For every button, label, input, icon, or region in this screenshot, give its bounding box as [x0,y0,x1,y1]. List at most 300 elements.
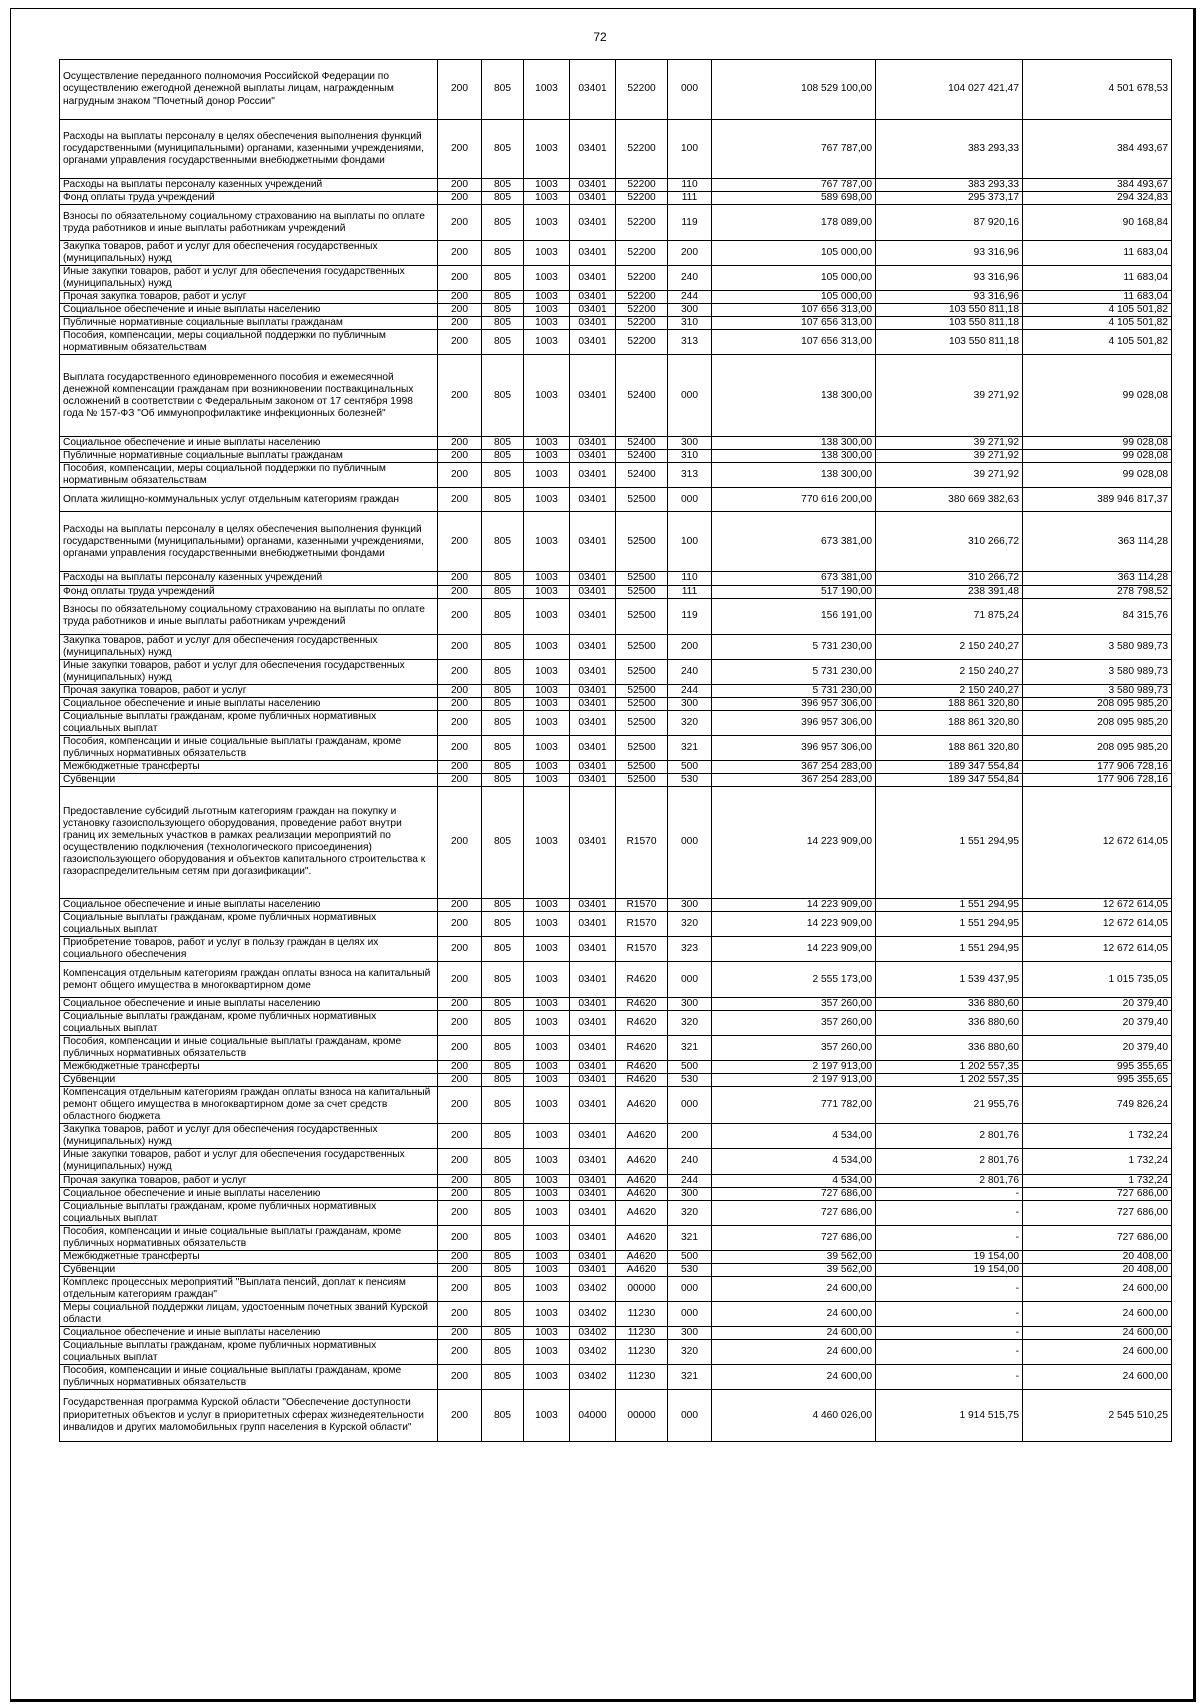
code-vr: 300 [668,898,712,911]
code-vr: 321 [668,1036,712,1061]
row-name: Выплата государственного единовременного пособия и ежемесячной денежной компенсации гражданам при возникновении поствакцинальных осложнений в соответствии с Федеральным законом от 17 сентября 1998 года № 157-ФЗ "Об иммунопрофилактике инфекционных болезней" [60,355,438,437]
page-number: 72 [593,30,607,44]
row-name: Осуществление переданного полномочия Российской Федерации по осуществлению ежегодной денежной выплаты лицам, награжденным нагрудным знаком "Почетный донор России" [60,60,438,120]
code-program: 03401 [570,317,616,330]
executed-value: 238 391,48 [876,585,1023,598]
row-name: Иные закупки товаров, работ и услуг для обеспечения государственных (муниципальных) нужд [60,266,438,291]
row-name: Социальные выплаты гражданам, кроме публичных нормативных социальных выплат [60,911,438,936]
remainder-value: 727 686,00 [1023,1200,1172,1225]
code-razdel: 1003 [524,1011,570,1036]
code-direction: 52500 [616,572,668,585]
code-direction: 52500 [616,598,668,634]
table-row [60,317,1172,330]
code-vr: 530 [668,1074,712,1087]
code-razdel: 1003 [524,634,570,659]
code-direction: А4620 [616,1149,668,1174]
row-name: Социальные выплаты гражданам, кроме публичных нормативных социальных выплат [60,710,438,735]
table-row [60,1124,1172,1149]
remainder-value: 1 015 735,05 [1023,962,1172,998]
code-ved: 805 [482,291,524,304]
code-razdel: 1003 [524,572,570,585]
table-row [60,786,1172,898]
row-name: Пособия, компенсации, меры социальной поддержки по публичным нормативным обязательствам [60,330,438,355]
remainder-value: 1 732,24 [1023,1149,1172,1174]
code-gr: 200 [438,1074,482,1087]
code-ved: 805 [482,962,524,998]
table-row [60,1339,1172,1364]
row-name: Компенсация отдельным категориям граждан оплаты взноса на капитальный ремонт общего имущества в многоквартирном доме за счет средств областного бюджета [60,1087,438,1124]
code-vr: 300 [668,1326,712,1339]
executed-value: 104 027 421,47 [876,60,1023,120]
remainder-value: 208 095 985,20 [1023,735,1172,760]
table-row [60,330,1172,355]
remainder-value: 20 379,40 [1023,1011,1172,1036]
code-direction: 52500 [616,488,668,512]
code-vr: 000 [668,355,712,437]
executed-value: - [876,1301,1023,1326]
code-ved: 805 [482,192,524,205]
plan-value: 156 191,00 [712,598,876,634]
code-vr: 310 [668,317,712,330]
row-name: Иные закупки товаров, работ и услуг для обеспечения государственных (муниципальных) нужд [60,1149,438,1174]
table-row [60,998,1172,1011]
code-gr: 200 [438,512,482,572]
code-direction: R4620 [616,1061,668,1074]
table-row [60,192,1172,205]
code-vr: 110 [668,179,712,192]
code-razdel: 1003 [524,488,570,512]
code-direction: А4620 [616,1087,668,1124]
code-program: 03402 [570,1364,616,1389]
code-direction: 52200 [616,266,668,291]
code-vr: 320 [668,1011,712,1036]
executed-value: 39 271,92 [876,437,1023,450]
code-program: 03401 [570,1187,616,1200]
code-vr: 000 [668,60,712,120]
code-program: 03401 [570,735,616,760]
plan-value: 138 300,00 [712,437,876,450]
plan-value: 107 656 313,00 [712,304,876,317]
code-direction: 52400 [616,463,668,488]
executed-value: - [876,1200,1023,1225]
code-gr: 200 [438,572,482,585]
code-razdel: 1003 [524,266,570,291]
executed-value: 21 955,76 [876,1087,1023,1124]
code-program: 03401 [570,684,616,697]
executed-value: 336 880,60 [876,1011,1023,1036]
code-razdel: 1003 [524,659,570,684]
row-name: Расходы на выплаты персоналу казенных учреждений [60,572,438,585]
code-gr: 200 [438,205,482,241]
code-direction: R4620 [616,962,668,998]
code-program: 03401 [570,1149,616,1174]
row-name: Закупка товаров, работ и услуг для обеспечения государственных (муниципальных) нужд [60,241,438,266]
table-row [60,1187,1172,1200]
executed-value: - [876,1326,1023,1339]
remainder-value: 727 686,00 [1023,1225,1172,1250]
executed-value: 71 875,24 [876,598,1023,634]
code-gr: 200 [438,1263,482,1276]
table-row [60,291,1172,304]
code-gr: 200 [438,1149,482,1174]
code-ved: 805 [482,205,524,241]
code-vr: 530 [668,773,712,786]
code-gr: 200 [438,684,482,697]
row-name: Социальные выплаты гражданам, кроме публичных нормативных социальных выплат [60,1200,438,1225]
code-program: 03402 [570,1301,616,1326]
code-gr: 200 [438,1174,482,1187]
plan-value: 14 223 909,00 [712,898,876,911]
code-gr: 200 [438,1326,482,1339]
code-gr: 200 [438,598,482,634]
code-program: 03401 [570,512,616,572]
remainder-value: 20 408,00 [1023,1263,1172,1276]
plan-value: 24 600,00 [712,1276,876,1301]
code-ved: 805 [482,1200,524,1225]
code-ved: 805 [482,1074,524,1087]
code-razdel: 1003 [524,1124,570,1149]
code-direction: 11230 [616,1301,668,1326]
code-razdel: 1003 [524,1061,570,1074]
executed-value: 1 202 557,35 [876,1074,1023,1087]
remainder-value: 1 732,24 [1023,1174,1172,1187]
code-vr: 111 [668,585,712,598]
code-razdel: 1003 [524,1250,570,1263]
code-gr: 200 [438,773,482,786]
code-ved: 805 [482,697,524,710]
table-row [60,437,1172,450]
code-direction: 52200 [616,330,668,355]
code-gr: 200 [438,1339,482,1364]
code-ved: 805 [482,937,524,962]
code-direction: 52400 [616,355,668,437]
remainder-value: 20 379,40 [1023,1036,1172,1061]
code-vr: 320 [668,710,712,735]
row-name: Субвенции [60,1074,438,1087]
code-ved: 805 [482,1276,524,1301]
executed-value: 2 801,76 [876,1149,1023,1174]
code-gr: 200 [438,898,482,911]
code-ved: 805 [482,355,524,437]
code-gr: 200 [438,659,482,684]
code-ved: 805 [482,634,524,659]
row-name: Субвенции [60,773,438,786]
code-direction: А4620 [616,1124,668,1149]
plan-value: 2 555 173,00 [712,962,876,998]
code-gr: 200 [438,60,482,120]
code-vr: 321 [668,1364,712,1389]
executed-value: 1 551 294,95 [876,898,1023,911]
code-gr: 200 [438,1011,482,1036]
code-razdel: 1003 [524,120,570,179]
plan-value: 5 731 230,00 [712,634,876,659]
code-vr: 244 [668,291,712,304]
remainder-value: 11 683,04 [1023,241,1172,266]
table-row [60,1276,1172,1301]
remainder-value: 12 672 614,05 [1023,911,1172,936]
code-razdel: 1003 [524,1364,570,1389]
code-gr: 200 [438,1061,482,1074]
row-name: Социальное обеспечение и иные выплаты населению [60,437,438,450]
code-razdel: 1003 [524,304,570,317]
code-vr: 300 [668,304,712,317]
remainder-value: 4 501 678,53 [1023,60,1172,120]
code-vr: 000 [668,1087,712,1124]
code-ved: 805 [482,1263,524,1276]
code-ved: 805 [482,120,524,179]
code-ved: 805 [482,488,524,512]
code-program: 04000 [570,1390,616,1442]
code-vr: 321 [668,1225,712,1250]
row-name: Социальное обеспечение и иные выплаты населению [60,1187,438,1200]
table-row [60,760,1172,773]
code-gr: 200 [438,488,482,512]
code-ved: 805 [482,911,524,936]
executed-value: 383 293,33 [876,120,1023,179]
code-vr: 119 [668,598,712,634]
code-ved: 805 [482,512,524,572]
table-row [60,355,1172,437]
code-direction: 11230 [616,1364,668,1389]
code-ved: 805 [482,1187,524,1200]
row-name: Пособия, компенсации и иные социальные выплаты гражданам, кроме публичных нормативных обязательств [60,1225,438,1250]
code-program: 03401 [570,1225,616,1250]
code-razdel: 1003 [524,463,570,488]
code-direction: 52400 [616,437,668,450]
code-gr: 200 [438,1225,482,1250]
code-program: 03401 [570,437,616,450]
code-vr: 000 [668,786,712,898]
code-razdel: 1003 [524,1187,570,1200]
row-name: Государственная программа Курской области "Обеспечение доступности приоритетных объектов и услуг в приоритетных сферах жизнедеятельности инвалидов и других маломобильных групп населения в Курской области" [60,1390,438,1442]
plan-value: 108 529 100,00 [712,60,876,120]
code-gr: 200 [438,1187,482,1200]
remainder-value: 294 324,83 [1023,192,1172,205]
code-direction: R1570 [616,898,668,911]
code-program: 03401 [570,205,616,241]
code-razdel: 1003 [524,1074,570,1087]
code-vr: 100 [668,512,712,572]
code-program: 03401 [570,634,616,659]
code-program: 03401 [570,1124,616,1149]
code-program: 03401 [570,330,616,355]
remainder-value: 177 906 728,16 [1023,773,1172,786]
code-direction: 52200 [616,60,668,120]
plan-value: 14 223 909,00 [712,911,876,936]
code-program: 03401 [570,120,616,179]
table-row [60,1263,1172,1276]
code-gr: 200 [438,317,482,330]
code-direction: R4620 [616,998,668,1011]
remainder-value: 3 580 989,73 [1023,659,1172,684]
row-name: Иные закупки товаров, работ и услуг для обеспечения государственных (муниципальных) нужд [60,659,438,684]
code-vr: 240 [668,266,712,291]
row-name: Межбюджетные трансферты [60,1061,438,1074]
plan-value: 14 223 909,00 [712,937,876,962]
table-row [60,937,1172,962]
code-direction: 00000 [616,1276,668,1301]
executed-value: 93 316,96 [876,241,1023,266]
row-name: Социальное обеспечение и иные выплаты населению [60,304,438,317]
table-row [60,1200,1172,1225]
table-row [60,911,1172,936]
plan-value: 367 254 283,00 [712,760,876,773]
code-ved: 805 [482,760,524,773]
code-program: 03402 [570,1276,616,1301]
executed-value: 188 861 320,80 [876,710,1023,735]
code-ved: 805 [482,437,524,450]
code-ved: 805 [482,1301,524,1326]
table-row [60,266,1172,291]
code-program: 03401 [570,998,616,1011]
code-direction: А4620 [616,1263,668,1276]
code-vr: 000 [668,1276,712,1301]
code-gr: 200 [438,463,482,488]
code-razdel: 1003 [524,291,570,304]
remainder-value: 749 826,24 [1023,1087,1172,1124]
code-razdel: 1003 [524,937,570,962]
code-vr: 500 [668,1250,712,1263]
code-ved: 805 [482,659,524,684]
executed-value: 383 293,33 [876,179,1023,192]
code-gr: 200 [438,911,482,936]
plan-value: 107 656 313,00 [712,317,876,330]
code-vr: 500 [668,1061,712,1074]
code-program: 03401 [570,450,616,463]
code-program: 03401 [570,266,616,291]
table-row [60,572,1172,585]
table-row [60,60,1172,120]
code-ved: 805 [482,1250,524,1263]
executed-value: 310 266,72 [876,512,1023,572]
code-program: 03401 [570,773,616,786]
executed-value: 1 202 557,35 [876,1061,1023,1074]
row-name: Закупка товаров, работ и услуг для обеспечения государственных (муниципальных) нужд [60,1124,438,1149]
row-name: Публичные нормативные социальные выплаты гражданам [60,450,438,463]
code-gr: 200 [438,585,482,598]
plan-value: 14 223 909,00 [712,786,876,898]
remainder-value: 278 798,52 [1023,585,1172,598]
remainder-value: 20 379,40 [1023,998,1172,1011]
executed-value: - [876,1364,1023,1389]
row-name: Оплата жилищно-коммунальных услуг отдельным категориям граждан [60,488,438,512]
code-gr: 200 [438,1364,482,1389]
code-gr: 200 [438,634,482,659]
code-program: 03401 [570,1087,616,1124]
code-razdel: 1003 [524,355,570,437]
code-program: 03401 [570,1174,616,1187]
code-vr: 000 [668,1301,712,1326]
code-razdel: 1003 [524,1225,570,1250]
code-ved: 805 [482,179,524,192]
table-row [60,697,1172,710]
code-razdel: 1003 [524,684,570,697]
row-name: Расходы на выплаты персоналу в целях обеспечения выполнения функций государственными (муниципальными) органами, казенными учреждениями, органами управления государственными внебюджетными фондами [60,512,438,572]
code-direction: R4620 [616,1036,668,1061]
code-program: 03401 [570,1200,616,1225]
row-name: Прочая закупка товаров, работ и услуг [60,684,438,697]
plan-value: 5 731 230,00 [712,659,876,684]
code-direction: А4620 [616,1225,668,1250]
plan-value: 357 260,00 [712,1011,876,1036]
code-vr: 300 [668,437,712,450]
remainder-value: 12 672 614,05 [1023,898,1172,911]
code-program: 03401 [570,659,616,684]
code-vr: 119 [668,205,712,241]
code-direction: 52200 [616,241,668,266]
remainder-value: 99 028,08 [1023,437,1172,450]
code-razdel: 1003 [524,512,570,572]
code-vr: 530 [668,1263,712,1276]
plan-value: 771 782,00 [712,1087,876,1124]
code-program: 03401 [570,572,616,585]
executed-value: 189 347 554,84 [876,760,1023,773]
plan-value: 105 000,00 [712,241,876,266]
plan-value: 4 534,00 [712,1149,876,1174]
code-ved: 805 [482,450,524,463]
code-direction: 52200 [616,120,668,179]
table-row [60,1174,1172,1187]
executed-value: 1 551 294,95 [876,937,1023,962]
code-gr: 200 [438,355,482,437]
remainder-value: 384 493,67 [1023,120,1172,179]
code-ved: 805 [482,585,524,598]
executed-value: - [876,1339,1023,1364]
code-vr: 500 [668,760,712,773]
code-direction: 52500 [616,512,668,572]
code-ved: 805 [482,735,524,760]
remainder-value: 24 600,00 [1023,1276,1172,1301]
budget-table [59,59,1172,1442]
executed-value: 103 550 811,18 [876,304,1023,317]
code-ved: 805 [482,1061,524,1074]
code-ved: 805 [482,304,524,317]
code-razdel: 1003 [524,1276,570,1301]
row-name: Прочая закупка товаров, работ и услуг [60,291,438,304]
executed-value: 1 551 294,95 [876,786,1023,898]
row-name: Меры социальной поддержки лицам, удостоенным почетных званий Курской области [60,1301,438,1326]
code-gr: 200 [438,998,482,1011]
table-row [60,1074,1172,1087]
code-ved: 805 [482,786,524,898]
code-program: 03401 [570,598,616,634]
code-gr: 200 [438,1087,482,1124]
code-gr: 200 [438,760,482,773]
executed-value: 2 801,76 [876,1124,1023,1149]
remainder-value: 11 683,04 [1023,291,1172,304]
table-row [60,585,1172,598]
code-vr: 200 [668,241,712,266]
table-row [60,1225,1172,1250]
row-name: Межбюджетные трансферты [60,760,438,773]
code-vr: 240 [668,659,712,684]
plan-value: 24 600,00 [712,1364,876,1389]
remainder-value: 4 105 501,82 [1023,317,1172,330]
code-program: 03401 [570,355,616,437]
code-razdel: 1003 [524,598,570,634]
code-razdel: 1003 [524,1301,570,1326]
table-row [60,598,1172,634]
code-ved: 805 [482,1149,524,1174]
table-row [60,488,1172,512]
remainder-value: 363 114,28 [1023,572,1172,585]
code-program: 03401 [570,898,616,911]
code-gr: 200 [438,786,482,898]
remainder-value: 4 105 501,82 [1023,330,1172,355]
plan-value: 24 600,00 [712,1301,876,1326]
code-vr: 320 [668,1200,712,1225]
executed-value: 19 154,00 [876,1250,1023,1263]
